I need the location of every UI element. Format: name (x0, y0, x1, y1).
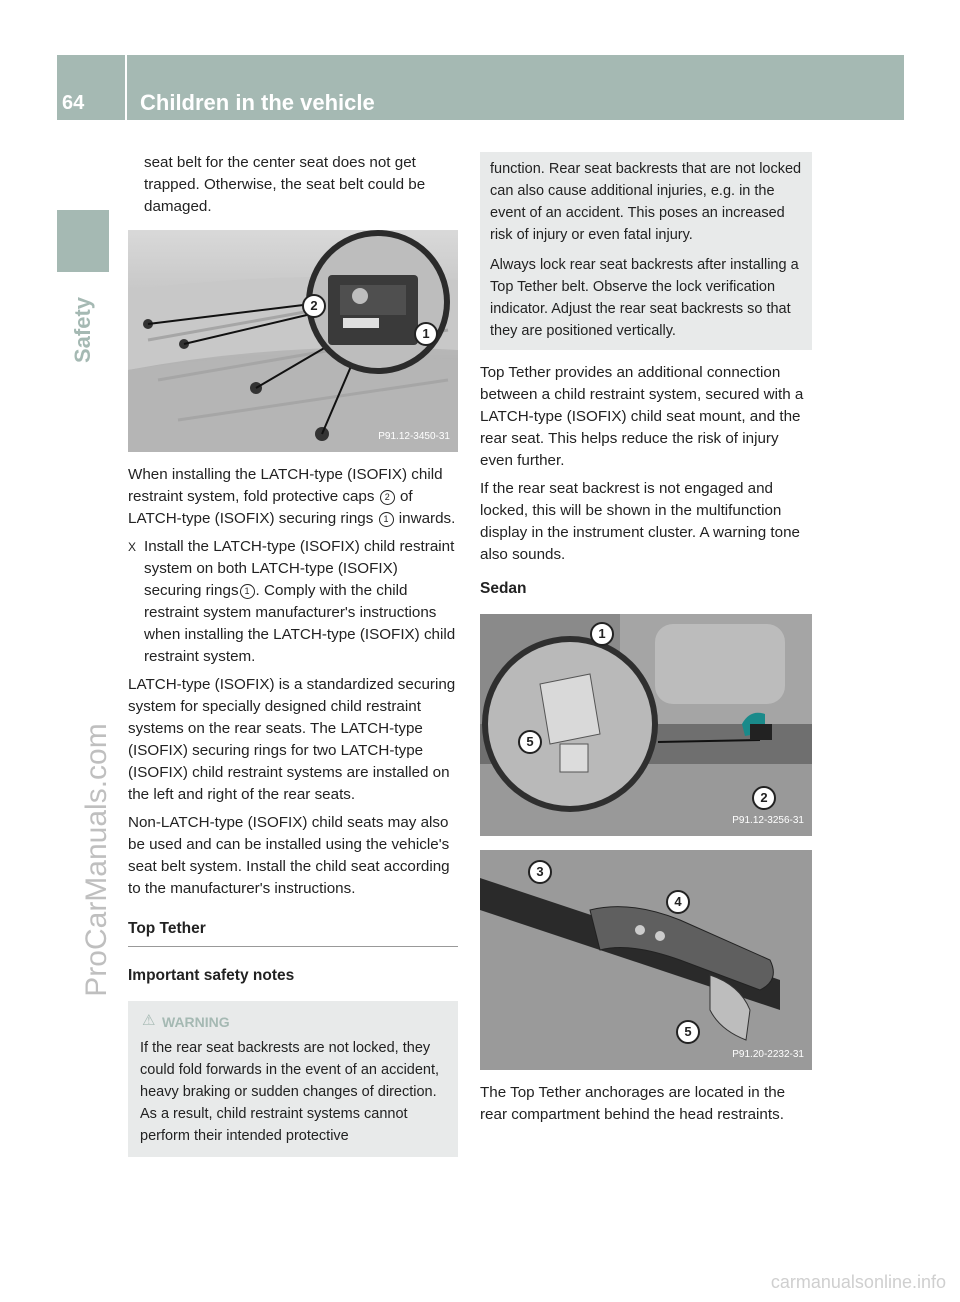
tether-hook-illustration (480, 850, 812, 1070)
isofix-description: LATCH-type (ISOFIX) is a standardized securing system for specially designed child restraint systems on the rear seats. The LATCH-type (ISOFIX) securing rings for two LATCH-type (ISOFIX) child restraint systems are installed on the left and right of the rear seats. (128, 676, 456, 803)
callout-4: 4 (666, 890, 690, 914)
figure-sedan-anchorage (480, 614, 812, 836)
callout-2: 2 (752, 786, 776, 810)
step-text-a: Install the LATCH-type (ISOFIX) child restraint system on both LATCH-type (ISOFIX) securing rings (144, 538, 455, 599)
callout-5: 5 (518, 730, 542, 754)
heading-sedan: Sedan (480, 580, 527, 597)
ref-1-badge: 1 (240, 584, 255, 599)
figure-code: P91.12-3450-31 (378, 431, 450, 442)
callout-1: 1 (414, 322, 438, 346)
chapter-title: Children in the vehicle (140, 90, 375, 115)
warning-label: WARNING (162, 1014, 230, 1030)
heading-safety-notes: Important safety notes (128, 967, 295, 984)
lock-indicator-note: If the rear seat backrest is not engaged and locked, this will be shown in the multifunction display in the instrument cluster. A warning tone also sounds. (480, 480, 800, 563)
top-tether-description: Top Tether provides an additional connection between a child restraint system, secured with a LATCH-type (ISOFIX) child seat mount, and the rear seat. This helps reduce the risk of injury even further. (480, 364, 804, 469)
warning-continuation (480, 152, 812, 350)
callout-3: 3 (528, 860, 552, 884)
header-divider (125, 55, 127, 120)
callout-5: 5 (676, 1020, 700, 1044)
intro-text: seat belt for the center seat does not get trapped. Otherwise, the seat belt could be damaged. (144, 154, 426, 215)
heading-top-tether: Top Tether (128, 920, 206, 937)
para-text-b: of LATCH-type (ISOFIX) securing rings (128, 488, 413, 527)
left-column (128, 152, 458, 1157)
para-text-c: inwards. (398, 510, 456, 527)
para-text-a: When installing the LATCH-type (ISOFIX) child restraint system, fold protective caps (128, 466, 443, 505)
ref-2-badge: 2 (380, 490, 395, 505)
anchorage-location: The Top Tether anchorages are located in the rear compartment behind the head restraints. (480, 1084, 786, 1123)
side-watermark: ProCarManuals.com (80, 723, 113, 997)
warning-title (140, 1011, 448, 1033)
page-number: 64 (62, 92, 85, 114)
figure-isofix-rings (128, 230, 458, 452)
figure-code: P91.20-2232-31 (732, 1049, 804, 1060)
step-text-b: . Comply with the child restraint system manufacturer's instructions when installing the LATCH-type (ISOFIX) child restraint system. (144, 582, 456, 665)
warning-text: If the rear seat backrests are not locked, they could fold forwards in the event of an accident, heavy braking or sudden changes of direction. As a result, child restraint systems cannot perform their intended protective (140, 1040, 440, 1144)
top-tether-heading-block (128, 918, 458, 947)
instruction-step (128, 536, 458, 668)
install-paragraph (128, 464, 458, 530)
heading-rule (128, 946, 458, 947)
right-column (480, 152, 812, 1132)
step-arrow-icon: X (128, 540, 137, 554)
figure-top-tether-hook (480, 850, 812, 1070)
section-label: Safety (70, 296, 95, 364)
isofix-illustration (128, 230, 458, 452)
warning-box (128, 1001, 458, 1157)
section-tab (57, 210, 109, 272)
footer-watermark: carmanualsonline.info (770, 1272, 946, 1292)
callout-2: 2 (302, 294, 326, 318)
warning-triangle-icon: ⚠ (142, 1012, 156, 1029)
non-isofix-note: Non-LATCH-type (ISOFIX) child seats may also be used and can be installed using the vehicle's seat belt system. Install the child seat according to the manufacturer's instructions. (128, 814, 450, 897)
figure-code: P91.12-3256-31 (732, 815, 804, 826)
ref-1-badge: 1 (379, 512, 394, 527)
warning-cont-1: function. Rear seat backrests that are not locked can also cause additional injuries, e.g. in the event of an accident. This poses an increased risk of injury or even fatal injury. (490, 161, 802, 243)
callout-1: 1 (590, 622, 614, 646)
warning-cont-2: Always lock rear seat backrests after installing a Top Tether belt. Observe the lock verification indicator. Adjust the rear seat backrests so that they are positioned vertically. (490, 257, 799, 339)
